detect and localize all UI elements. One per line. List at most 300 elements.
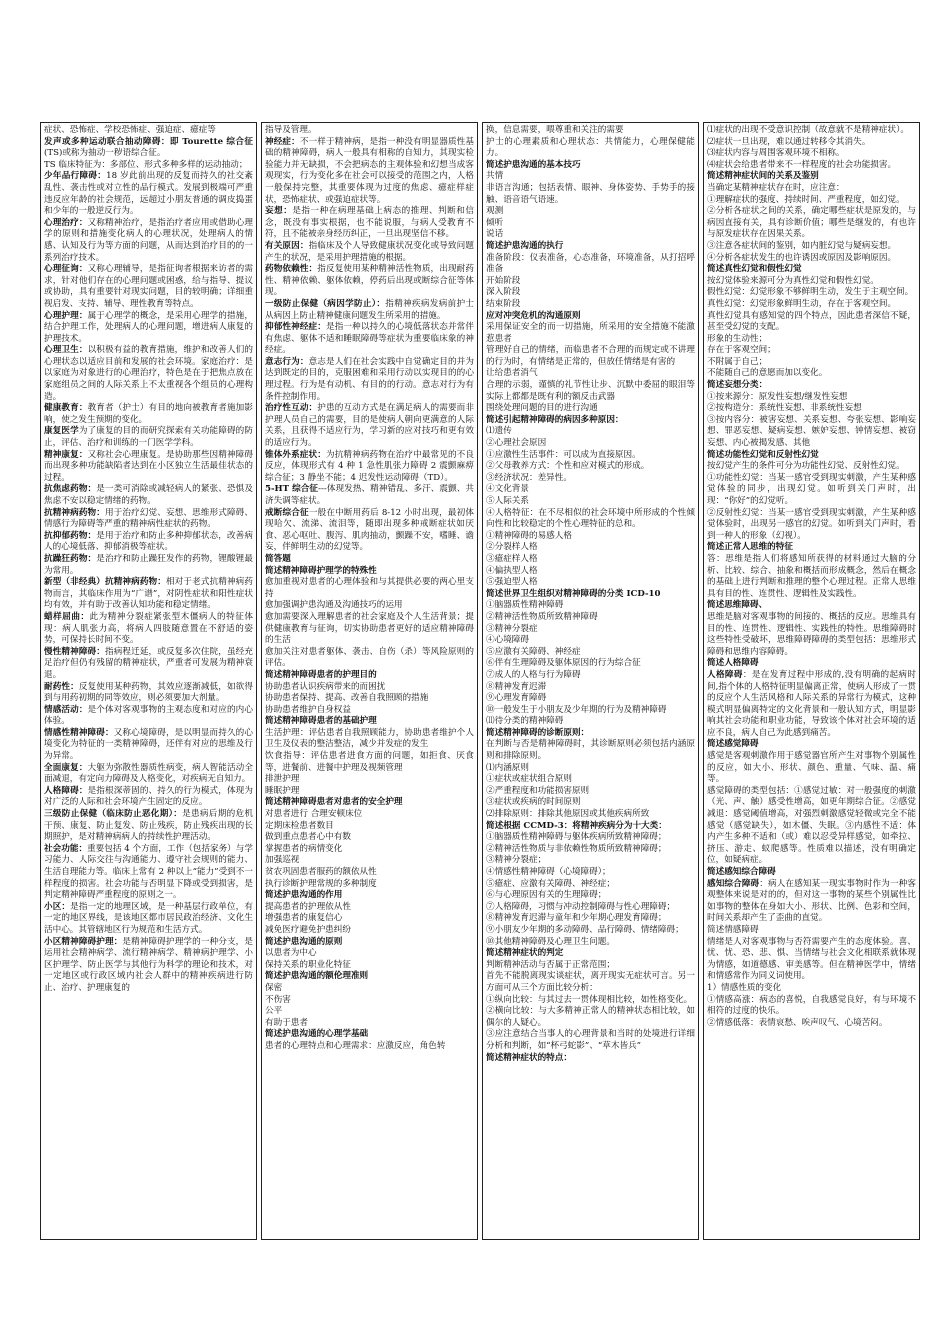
paragraph	[707, 392, 916, 404]
paragraph-text: 协助患者认识疾病带来的而困扰	[265, 681, 386, 692]
paragraph-text: ③精神分裂症	[486, 623, 538, 634]
paragraph	[707, 542, 916, 554]
paragraph-text: 护士的心理素质和心理状态：共情能力，心理保健能力。	[486, 136, 695, 159]
paragraph-heading: 少年品行障碍：	[44, 171, 107, 182]
paragraph	[707, 670, 916, 740]
paragraph-heading: 简述精神症状的特点：	[486, 1052, 572, 1063]
paragraph-text: ②按构造分：系统性妄想、非系统性妄想	[707, 403, 862, 414]
paragraph-text: ④文化背景	[486, 484, 529, 495]
paragraph-heading: 心理治疗：	[44, 217, 88, 228]
paragraph	[44, 160, 253, 172]
paragraph-text: 不能随自己的意愿而加以变化。	[707, 368, 828, 379]
paragraph	[707, 368, 916, 380]
paragraph-heading: 简述精神障碍患者对患者的安全护理	[265, 797, 403, 808]
paragraph	[486, 450, 695, 462]
paragraph	[44, 450, 253, 485]
paragraph-heading: 精神康复：	[44, 449, 88, 460]
paragraph	[265, 612, 474, 647]
paragraph-text: ②情感低落：表情哀愁、唉声叹气、心境苦闷。	[707, 1017, 888, 1028]
paragraph	[44, 531, 253, 554]
paragraph	[486, 995, 695, 1007]
paragraph-heading: 简述精神症状的判定	[486, 948, 564, 959]
paragraph	[265, 299, 474, 322]
paragraph	[707, 148, 916, 160]
paragraph-text: 不一样于精神病，是指一种没有明显器质性基础的精神障碍，病人一般具有相称的自知力，其现实检验能力并无缺损，不会把病态的主观体验和幻想当成客观现实，行为变化多在社会可以接受的范围之内，人格一般保持完整，其重要体现为过度的焦虑、癔症样症状，恐怖症状、或强迫症状等。	[265, 136, 474, 205]
paragraph-text: ⑶症状内容与周围客观环境不相称。	[707, 148, 845, 159]
paragraph	[265, 1029, 474, 1041]
paragraph-heading: 意志行为：	[265, 356, 309, 367]
paragraph-text: 饮食指导：评估患者进食方面的问题，如拒食、厌食等，进餐前、进餐中护理及视频管理	[265, 751, 474, 773]
paragraph	[265, 241, 474, 264]
paragraph-text: 意志是人们在社会实践中自觉确定目的并为达到既定的目的，克服困难和采用行动以实现目的的心理过程。行为是有动机、有目的的行动。意志对行为有条件控制作用。	[265, 356, 474, 402]
paragraph-text: 是个体对客观事物的主观态度和对应的内心体验。	[44, 704, 253, 727]
paragraph-text: ②横向比较：与大多精神正常人的精神状态相比较，如偶尔的人疑心。	[486, 1006, 695, 1028]
paragraph-heading: 情感活动：	[44, 704, 88, 715]
paragraph-text: 生活护理：评估患者自我照顾能力，协助患者维护个人卫生及仪表的整洁整洁，减少并发症的发生	[265, 727, 474, 750]
paragraph	[707, 171, 916, 183]
paragraph-text: ④心境障碍	[486, 635, 529, 646]
paragraph-heading: 抑郁性神经症：	[265, 322, 326, 333]
paragraph-heading: 简述根据 CCMD-3：将精神疾病分为十大类：	[486, 820, 667, 831]
paragraph	[486, 1006, 695, 1029]
paragraph	[265, 809, 474, 821]
paragraph-heading: 心理征询：	[44, 264, 88, 275]
paragraph-text: 倾听	[486, 217, 504, 228]
paragraph-text: 又称心境障碍，是以明显而持久的心境变化为特征的一类精神障碍，还伴有对应的思维及行为异常。	[44, 727, 253, 762]
paragraph-text: 贫农巩固患者服药的额依从性	[265, 867, 377, 877]
paragraph-text: 思维是脑对客观事物的间接的、概括的反应。思维具有目的性、连贯性、逻辑性、实践性的特性。思维障碍时这些特性受破坏，思维障碍障碍的类型包括：思维形式障碍和思维内容障碍。	[707, 611, 916, 657]
paragraph-text: 加强巡视	[265, 855, 300, 866]
paragraph-text: 指反复使用某种精神活性物质，出现耐药性、精神依赖、躯体依赖，停药后出现或断综合征等体现。	[265, 264, 474, 298]
paragraph	[707, 183, 916, 195]
paragraph-text: ①纵向比较：与其过去一贯体现相比较，如性格变化。	[486, 994, 693, 1005]
paragraph	[265, 600, 474, 612]
paragraph-text: 保持关系的职业化特征	[265, 959, 351, 970]
paragraph	[707, 600, 916, 612]
paragraph	[265, 821, 474, 833]
paragraph	[486, 160, 695, 172]
paragraph-text: 首先不能脱离现实谈症状，离开现实无症状可言。另一方面可从三个方面比较分析：	[486, 971, 695, 993]
paragraph-text: 是指一定的地理区域，是一种基层行政单位，有一定的地区界线，是该地区都市居民政治经济、文化生活中心。其管辖地区行为规范和生活方式。	[44, 901, 253, 935]
paragraph-text: ①精神障碍的易感人格	[486, 530, 572, 541]
paragraph	[265, 508, 474, 554]
paragraph	[44, 786, 253, 809]
paragraph	[486, 438, 695, 450]
paragraph	[486, 403, 695, 415]
paragraph-text: 非语言沟通；包括表情、眼神、身体姿势、手势手的接触、语音语气语速。	[486, 182, 695, 205]
paragraph-heading: 心理卫生：	[44, 345, 88, 356]
paragraph	[486, 705, 695, 717]
paragraph	[707, 241, 916, 253]
paragraph	[486, 797, 695, 809]
paragraph-text: ①应激性生活事件：可以成为直接原因。	[486, 449, 641, 460]
paragraph-heading: 神经症：	[265, 136, 300, 147]
paragraph-heading: 抗焦虑药物：	[44, 484, 97, 495]
paragraph	[707, 357, 916, 369]
paragraph	[44, 218, 253, 264]
paragraph	[265, 774, 474, 786]
paragraph	[486, 658, 695, 670]
paragraph-text: 重要包括 4 个方面，工作（包括家务）与学习能力、人际交往与沟通能力、遵守社会规则的能力、生活自理能力等。临床上常有 2 种以上“能力”受到不一样程度的损害。社会功能与否明显下降或受到损害，是判定精神障碍严重程度的原则之一。	[44, 843, 253, 901]
paragraph	[486, 937, 695, 949]
paragraph-text: ：是在发育过程中形成的,没有明确的起病时间,指个体的人格特征明显偏离正常，使病人形成了一贯的反应个人生活风格和人际关系的异常行为模式，这种模式明显偏离特定的文化背景和一般认知方式，明显影响其社会功能和职业功能，导致该个体对社会环境的适应不良，病人自己为此感到痛苦。	[707, 669, 916, 738]
paragraph-text: 睡眠护理	[265, 785, 300, 796]
paragraph-text: ②反射性幻觉：当某一感官受到现实刺激，产生某种感觉体验时，出现另一感官的幻觉。如听到关门声时，看到一种人的形象（幻视）。	[707, 507, 916, 541]
paragraph	[265, 450, 474, 485]
paragraph	[44, 844, 253, 902]
paragraph-text: 用于治疗幻觉、妄想、思维形式障碍、情感行为障碍等严重的精神病性症状的药物。	[44, 507, 253, 530]
paragraph-text: 属于心理学的概念，是采用心理学的措施，结合护理工作，处理病人的心理问题，增进病人康复的护理技术。	[44, 310, 253, 344]
paragraph	[44, 612, 253, 647]
paragraph-text: ⑴内涵原则	[486, 762, 529, 773]
paragraph-text: 是指一种在病理基础上病态的推理、判断和信念，既没有事实根据，也不能说服，与病人受教育不符，且不能被亲身经历纠正，一旦出现坚信不移。	[265, 206, 474, 240]
paragraph-text: 为抗精神病药物在治疗中最常见的不良反应，体现形式有 4 种 1 急性肌张力障碍 2 震颤麻痹综合征；3 静坐不能；4 迟发性运动障碍（TD）。	[265, 449, 474, 483]
paragraph-heading: 应对冲突危机的沟通原则	[486, 310, 581, 321]
paragraph	[486, 589, 695, 601]
paragraph-heading: 简述精神障碍患者的基础护理	[265, 716, 377, 727]
paragraph-text: 相对于老式抗精神病药物而言，其临床作用为“广谱”，对阴性症状和阳性症状均有效，并有助于改善认知功能和稳定情绪。	[44, 577, 253, 611]
paragraph	[486, 925, 695, 937]
paragraph-text: 结束阶段	[486, 298, 521, 309]
paragraph	[486, 461, 695, 473]
paragraph	[486, 902, 695, 914]
paragraph	[486, 496, 695, 508]
paragraph	[486, 716, 695, 728]
paragraph-heading: 抗躁狂药物：	[44, 553, 97, 564]
paragraph	[486, 913, 695, 925]
paragraph-text: ①脑器质性精神障碍与躯体疾病所致精神障碍；	[486, 832, 667, 843]
paragraph-heading: 简述精神障碍护理学的特殊性	[265, 565, 377, 576]
paragraph	[486, 508, 695, 531]
paragraph	[486, 682, 695, 694]
paragraph	[486, 566, 695, 578]
paragraph	[265, 577, 474, 600]
paragraph-text: 患者的心理特点和心理需求：应激反应，角色转	[265, 1040, 446, 1051]
paragraph-text: 按幻觉产生的条件可分为功能性幻觉、反射性幻觉。	[707, 461, 905, 472]
paragraph	[486, 821, 695, 833]
paragraph-text: 教育者（护士）有目的地向被教育者施加影响，使之发生预期的变化。	[44, 403, 253, 425]
paragraph	[707, 450, 916, 462]
paragraph-text: 愈加强调护患沟通及沟通技巧的运用	[265, 600, 403, 611]
paragraph	[707, 983, 916, 995]
paragraph-text: ③精神分裂症；	[486, 855, 547, 866]
paragraph	[486, 971, 695, 994]
paragraph-heading: 全面康复：	[44, 762, 88, 773]
paragraph	[707, 380, 916, 392]
paragraph	[486, 218, 695, 230]
paragraph	[707, 461, 916, 473]
paragraph	[265, 682, 474, 694]
paragraph-text: 观测	[486, 206, 504, 217]
paragraph	[44, 902, 253, 937]
paragraph	[265, 913, 474, 925]
paragraph	[265, 137, 474, 207]
paragraph	[486, 368, 695, 380]
paragraph-text: TS 临床特征为：多部位、形式多种多样的运动抽动；	[44, 159, 248, 170]
paragraph	[44, 554, 253, 577]
paragraph	[265, 890, 474, 902]
paragraph	[44, 728, 253, 763]
paragraph-text: ⑥伴有生理障碍及躯体原因的行为综合征	[486, 658, 641, 669]
paragraph-text: ⑨心理发育障碍	[486, 693, 547, 704]
paragraph	[265, 554, 474, 566]
paragraph-text: 围绕处理问题的目的进行沟通	[486, 403, 598, 414]
paragraph-heading: 治疗性互动：	[265, 403, 318, 414]
paragraph-heading: 简述护患沟通的心理学基础	[265, 1029, 369, 1040]
paragraph	[707, 311, 916, 334]
paragraph-heading: 简述护患沟通的基本技巧	[486, 159, 581, 170]
paragraph-heading: 发声或多种运动联合抽动障碍：即 Tourette 综合征	[44, 136, 253, 147]
paragraph-heading: 简述精神症状间的关系及鉴别	[707, 171, 819, 182]
paragraph-heading: 情感性精神障碍：	[44, 727, 114, 738]
paragraph	[265, 728, 474, 751]
paragraph-text: ：病人在感知某一现实事物时作为一种客观整体来说是对的的，但对这一事物的某些个别属性比如事物的整体在身如大小、形状、比例、色彩和空间，时间关系却产生了歪曲的直觉。	[707, 878, 916, 924]
paragraph	[486, 647, 695, 659]
paragraph-text: 是指一种以持久的心境低落状态并常伴有焦虑、躯体不适和睡眠障碍等症状为重要临床象的神经症。	[265, 322, 474, 356]
paragraph-text: (TS)或称为抽动一秽语综合征。	[44, 148, 166, 159]
paragraph-text: ②精神活性物质所致精神障碍	[486, 611, 598, 622]
paragraph-heading: 感知综合障碍	[707, 878, 760, 889]
paragraph	[265, 647, 474, 670]
paragraph	[44, 763, 253, 786]
paragraph-text: 让给患者消气	[486, 368, 538, 379]
paragraph	[486, 137, 695, 160]
paragraph-text: ①功能性幻觉：当某一感官受到现实刺激，产生某种感觉体验的同步，出现幻觉。如听到关门声时，出现：“你好”的幻觉听。	[707, 472, 916, 506]
paragraph	[265, 357, 474, 403]
paragraph	[707, 276, 916, 288]
paragraph-text: ⑤应激有关障碍、神经症	[486, 646, 581, 657]
paragraph	[707, 206, 916, 241]
paragraph	[265, 566, 474, 578]
paragraph-text: 真性幻觉：幻觉形象鲜明生动，存在于客观空间。	[707, 298, 897, 309]
paragraph-heading: 蜡样屈曲：	[44, 611, 90, 622]
paragraph	[486, 809, 695, 821]
paragraph-text: 按幻觉体验来源可分为真性幻觉和假性幻觉。	[707, 275, 879, 286]
paragraph	[707, 195, 916, 207]
paragraph	[265, 971, 474, 983]
paragraph-text: ④分析各症状发生的也许诱因或原因及影响原因。	[707, 252, 897, 263]
paragraph	[707, 937, 916, 983]
paragraph-text: 以患者为中心	[265, 948, 317, 959]
paragraph	[486, 879, 695, 891]
paragraph-heading: 人格障碍	[707, 669, 743, 680]
paragraph	[707, 160, 916, 172]
paragraph-text: 协助患者保持、提高、改善自我照顾的措施	[265, 693, 429, 704]
paragraph	[44, 809, 253, 844]
paragraph	[265, 1041, 474, 1053]
paragraph-text: 是一类可消除或减轻病人的紧张、恐惧及焦虑不安以稳定情绪的药物。	[44, 484, 253, 506]
paragraph	[265, 670, 474, 682]
paragraph-text: 真性幻觉具有感知觉的四个特点，因此患者深信不疑，甚至受幻觉的支配。	[707, 310, 916, 333]
paragraph-text: ①情感高涨：病态的喜悦，自我感觉良好，有与环境不相符的过度的快乐。	[707, 994, 916, 1017]
paragraph-text: 一般在中断用药后 8-12 小时出现，最初体现哈欠、流涕、流泪等，随即出现多种戒断症状如厌食、恶心呕吐、腹泻、肌肉抽动，颤躁不安，嗜睡、谵妄，伴鲜明生动的幻觉等。	[265, 507, 474, 553]
paragraph-heading: 耐药性：	[44, 681, 79, 692]
paragraph-text: 为了康复的目的而研究探索有关功能障碍的防止，评估、治疗和训练的一门医学学科。	[44, 426, 253, 449]
paragraph	[486, 693, 695, 705]
paragraph-text: ④人格特征：在不尽相似的社会环境中所形成的个性倾向性和比较稳定的个性心理特征的总和。	[486, 507, 695, 530]
paragraph-text: 简述情感障碍	[707, 924, 759, 935]
paragraph-heading: 简述功能性幻觉和反射性幻觉	[707, 449, 819, 460]
paragraph-text: 定期床检患者数目	[265, 820, 334, 831]
paragraph-text: ②严重程度和功能损害原则	[486, 785, 590, 796]
paragraph-text: ---体现发热、精神错乱、多汗、震颤、共济失调等症状。	[265, 484, 474, 506]
paragraph-heading: 简述护患沟通的执行	[486, 240, 564, 251]
paragraph	[486, 426, 695, 438]
paragraph-text: 不伤害	[265, 994, 291, 1005]
paragraph	[486, 948, 695, 960]
document-page	[40, 122, 920, 1240]
paragraph	[486, 473, 695, 485]
paragraph-text: ③按内容分：被害妄想、关系妄想、夸张妄想、影响妄想、罪恶妄想、疑病妄想、嫉妒妄想、钟情妄想、被窃妄想、内心被揭发感、其他	[707, 414, 916, 449]
paragraph-text: 假性幻觉：幻觉形象不够鲜明生动，发生于主观空间。	[707, 287, 914, 298]
paragraph	[486, 531, 695, 543]
paragraph	[707, 658, 916, 670]
paragraph-heading: 简述妄想分类：	[707, 380, 768, 391]
paragraph-text: 协助患者维护自身权益	[265, 704, 351, 715]
paragraph-heading: 妄想：	[265, 206, 293, 217]
paragraph-text: 说话	[486, 229, 504, 240]
paragraph	[486, 1029, 695, 1052]
paragraph-text: 愈加重视对患者的心理体验和与其提供必要的两心里支持	[265, 577, 474, 599]
paragraph-text: 有助于患者	[265, 1017, 308, 1028]
paragraph-text: ⑤强迫型人格	[486, 577, 538, 588]
paragraph	[265, 832, 474, 844]
paragraph-text: ⑧精神发育迟滞与童年和少年期心理发育障碍；	[486, 913, 667, 924]
paragraph	[265, 206, 474, 241]
paragraph-text: 对患者进行 合理安顿床位	[265, 809, 363, 820]
paragraph-text: ⑨小朋友少年期的多动障碍、品行障碍、情绪障碍；	[486, 924, 684, 935]
paragraph	[265, 693, 474, 705]
paragraph-heading: 社会功能：	[44, 843, 88, 854]
paragraph	[486, 542, 695, 554]
paragraph	[486, 1053, 695, 1065]
paragraph	[44, 345, 253, 403]
paragraph-text: 又称心理辅导，是指征询者根据来访者的需求，针对他们存在的心理问题或困惑，给与指导、提议或协助，具有重要针对现实问题，目的较明确；详细重视启发、支持、辅导、理性教育等特点。	[44, 264, 253, 309]
paragraph	[486, 774, 695, 786]
paragraph	[707, 1018, 916, 1030]
paragraph	[486, 763, 695, 775]
paragraph	[707, 253, 916, 265]
paragraph-heading: 人格障碍：	[44, 785, 88, 796]
paragraph	[486, 844, 695, 856]
paragraph	[44, 647, 253, 682]
paragraph	[265, 844, 474, 856]
paragraph-text: 指导及管理。	[265, 125, 317, 135]
paragraph	[707, 264, 916, 276]
paragraph-text: ①脑器质性精神障碍	[486, 600, 564, 611]
paragraph	[486, 171, 695, 183]
paragraph	[707, 739, 916, 751]
paragraph	[486, 253, 695, 276]
paragraph	[486, 380, 695, 403]
paragraph	[707, 473, 916, 508]
paragraph	[44, 264, 253, 310]
paragraph-text: 愈加关注对患者躯体、袭击、自伤（杀）等风险原则的评估。	[265, 646, 474, 669]
paragraph	[44, 403, 253, 426]
paragraph-text: ⑧精神发育迟滞	[486, 681, 547, 692]
paragraph	[265, 902, 474, 914]
paragraph-heading: 心理护理：	[44, 310, 88, 321]
paragraph	[44, 705, 253, 728]
paragraph-text: 在判断与否是精神障碍时，其诊断原则必须包括内涵原则和排除原则。	[486, 739, 695, 762]
paragraph-text: ②精神活性物质与非依赖性物质所致精神障碍；	[486, 843, 667, 854]
paragraph-text: 指精神疾病发病前护士从病因上防止精神健康问题发生所采用的措施。	[265, 298, 474, 321]
paragraph	[486, 241, 695, 253]
paragraph-text: 准备阶段：仪表准备，心态准备，环境准备，从打招呼准备	[486, 252, 695, 275]
paragraph	[265, 125, 474, 137]
paragraph	[707, 287, 916, 299]
paragraph-text: 18 岁此前出现的反复而持久的社交紊乱性、袭击性或对立性的品行模式。发展到极端可严重违反应年龄的社会规范，远超过小朋友普通的调皮捣蛋和少年的一般逆反行为。	[44, 171, 253, 217]
paragraph-heading: 三级防止保健（临床防止恶化期）：	[44, 809, 183, 820]
paragraph-heading: 简述世界卫生组织对精神障碍的分类 ICD-10	[486, 588, 661, 599]
paragraph-heading: 一级防止保健（病因学防止）：	[265, 298, 386, 309]
paragraph	[707, 867, 916, 879]
paragraph-text: 做到重点患者心中有数	[265, 832, 351, 843]
paragraph	[44, 508, 253, 531]
paragraph	[44, 682, 253, 705]
paragraph-heading: 简述正常人思维的特征	[707, 542, 793, 553]
paragraph	[265, 1006, 474, 1018]
paragraph-text: 减免医疗避免护患纠纷	[265, 924, 351, 935]
paragraph-text: 保密	[265, 982, 283, 993]
paragraph-heading: 5-HT 综合征	[265, 484, 319, 495]
paragraph-text: 以积极有益的教育措施，维护和改善人们的心理状态以适应目前和发展的社会环境。家庭治疗：是以家庭为对象进行的心理治疗，特色是在于把焦点放在家庭组员之间的人际关系上不太重视各个组员的心理构造。	[44, 345, 253, 402]
paragraph-text: 又称精神治疗，是指治疗者应用或借助心理学的原则和措施变化病人的心理状况，处理病人的情感、认知及行为等方面的问题，从而达到治疗目的的一系列治疗技术。	[44, 217, 253, 263]
paragraph	[265, 264, 474, 299]
paragraph-heading: 抗抑郁药物：	[44, 530, 97, 541]
paragraph-text: ⑦成人的人格与行为障碍	[486, 669, 581, 680]
paragraph-text: 掌握患者的病情变化	[265, 843, 343, 854]
paragraph	[265, 786, 474, 798]
paragraph-text: 是患病后期的危机干预、康复、防止复发、防止残疾，防止残疾出现的长期照护，是对精神病病人的持续性护理活动。	[44, 809, 253, 843]
paragraph-text: 反复使用某种药物，其效应逐渐减低，如欲得到与用药初期的同等效应，则必须要加大剂量。	[44, 681, 253, 704]
paragraph-text: ③癔症样人格	[486, 553, 538, 564]
paragraph	[265, 925, 474, 937]
paragraph	[707, 995, 916, 1018]
paragraph	[707, 299, 916, 311]
paragraph-text: 1）情感性质的变化	[707, 982, 782, 993]
paragraph-text: ⑤癔症、应激有关障碍、神经症；	[486, 878, 615, 889]
paragraph-heading: 简述护患沟通的原则	[265, 936, 343, 947]
paragraph	[707, 508, 916, 543]
paragraph-text: 感觉障碍的类型包括：①感觉过敏：对一般强度的刺激（光、声、触）感受性增高，如更年期综合征。②感觉减退：感觉阈值增高，对强烈刺激感觉轻微或完全不能感觉（感觉缺失），如木僵、失眠。③内感性不适：体内产生多种不适和（或）难以忍受异样感觉，如牵拉、挤压、游走、蚁爬感等。性质难以描述，没有明确定位，如疑病症。	[707, 785, 916, 866]
paragraph-heading: 简述精神障碍患者的护理目的	[265, 669, 377, 680]
paragraph-heading: 抗精神病药物：	[44, 507, 105, 518]
paragraph	[486, 484, 695, 496]
paragraph-text: ⑴症状的出现不受意识控制（故意就不是精神症状）。	[707, 125, 909, 135]
paragraph-text: ⑵症状一旦出现，难以通过转移令其消失。	[707, 136, 871, 147]
paragraph-text: 不附属于自己；	[707, 356, 768, 367]
paragraph-text: ②分析各症状之间的关系，确定哪些症状是原发的，与病因直接有关，具有诊断价值；哪些是继发的，有也许与原发症状存在因果关系。	[707, 206, 916, 240]
paragraph	[44, 311, 253, 346]
paragraph	[265, 322, 474, 357]
paragraph-heading: 简述护患沟通的额伦理准则	[265, 971, 369, 982]
paragraph	[707, 137, 916, 149]
paragraph-heading: 简述护患沟通的作用	[265, 890, 343, 901]
paragraph-text: ④偏执型人格	[486, 565, 538, 576]
paragraph-text: 共情	[486, 171, 504, 182]
paragraph	[707, 554, 916, 600]
paragraph	[486, 832, 695, 844]
paragraph	[707, 415, 916, 450]
paragraph-text: ①按来源分：原发性妄想/继发性妄想	[707, 391, 848, 402]
paragraph	[265, 937, 474, 949]
paragraph-heading: 简述感知综合障碍	[707, 867, 776, 877]
paragraph-text: 是精神障碍护理学的一种分支，是运用社会精神病学、流行精神病学、精神病护理学、小区护理学、防止医学与其他行为科学的理论和技术，对一定地区或行政区域内社会人群中的精神疾病进行防止、治疗、护理康复的	[44, 936, 253, 993]
paragraph-text: ⑾待分类的精神障碍	[486, 716, 564, 727]
paragraph-text: 判断精神活动与否属于正常范围；	[486, 959, 615, 970]
paragraph-text: 公平	[265, 1006, 283, 1017]
